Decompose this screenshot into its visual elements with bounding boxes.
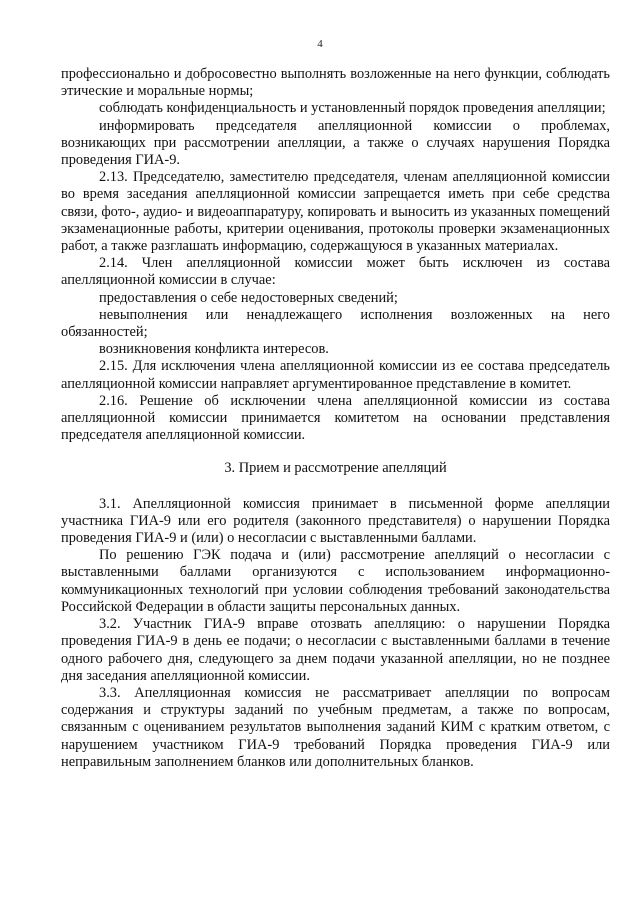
paragraph-2-15: 2.15. Для исключения члена апелляционной комиссии из ее состава председатель апелляционной комиссии направляет аргументированное представление в комитет. — [61, 358, 610, 392]
paragraph-2-16: 2.16. Решение об исключении члена апелляционной комиссии из состава апелляционной комиссии принимается комитетом на основании представления председателя апелляционной комиссии. — [61, 392, 610, 444]
list-item: невыполнения или ненадлежащего исполнения возложенных на него обязанностей; — [61, 306, 610, 341]
paragraph: По решению ГЭК подача и (или) рассмотрение апелляций о несогласии с выставленными баллами организуются с использованием информационно-коммуникационных технологий при условии соблюдения требований законодательства Российской Федерации в области защиты персональных данных. — [61, 547, 610, 615]
paragraph-3-3: 3.3. Апелляционная комиссия не рассматривает апелляции по вопросам содержания и структуры заданий по учебным предметам, а также по вопросам, связанным с оцениванием результатов выполнения заданий КИМ с кратким ответом, с нарушением участником ГИА-9 требований Порядка проведения ГИА-9 или неправильным заполнением бланков или дополнительных бланков. — [61, 684, 610, 770]
section-heading: 3. Прием и рассмотрение апелляций — [224, 460, 447, 477]
list-item: возникновения конфликта интересов. — [99, 341, 329, 358]
paragraph: соблюдать конфиденциальность и установленный порядок проведения апелляции; — [99, 100, 606, 117]
document-body — [61, 66, 610, 771]
paragraph: информировать председателя апелляционной комиссии о проблемах, возникающих при рассмотрении апелляции, а также о случаях нарушения Порядка проведения ГИА-9. — [61, 117, 610, 169]
paragraph-3-2: 3.2. Участник ГИА-9 вправе отозвать апелляцию: о нарушении Порядка проведения ГИА-9 в день ее подачи; о несогласии с выставленными баллами в течение одного рабочего дня, следующего за днем подачи указанной апелляции, но не позднее дня заседания апелляционной комиссии. — [61, 616, 610, 684]
paragraph-3-1: 3.1. Апелляционной комиссия принимает в письменной форме апелляции участника ГИА-9 или его родителя (законного представителя) о нарушении Порядка проведения ГИА-9 и (или) о несогласии с выставленными баллами. — [61, 495, 610, 547]
list-item: предоставления о себе недостоверных сведений; — [99, 289, 398, 306]
paragraph: профессионально и добросовестно выполнять возложенные на него функции, соблюдать этические и моральные нормы; — [61, 66, 610, 100]
page-number: 4 — [317, 38, 323, 50]
paragraph-2-13: 2.13. Председателю, заместителю председателя, членам апелляционной комиссии во время заседания апелляционной комиссии запрещается иметь при себе средства связи, фото-, аудио- и видеоаппаратуру, копировать и выносить из указанных помещений экзаменационные работы, критерии оценивания, протоколы проверки экзаменационных работ, а также разглашать информацию, содержащуюся в указанных материалах. — [61, 169, 610, 255]
paragraph-2-14: 2.14. Член апелляционной комиссии может быть исключен из состава апелляционной комиссии в случае: — [61, 255, 610, 289]
